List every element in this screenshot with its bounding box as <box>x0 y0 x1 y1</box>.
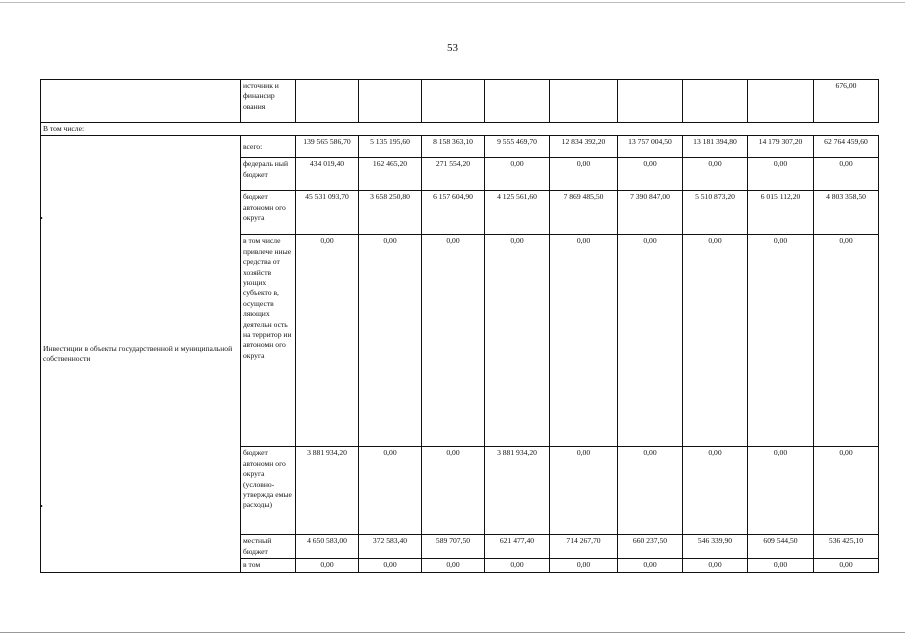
value-cell: 546 339,90 <box>683 535 748 559</box>
value-cell: 0,00 <box>814 447 879 535</box>
including-row <box>41 123 879 136</box>
value-cell: 0,00 <box>550 447 618 535</box>
value-cell: 0,00 <box>550 235 618 447</box>
margin-mark: • <box>40 502 43 511</box>
value-cell: 589 707,50 <box>422 535 485 559</box>
budget-table <box>40 79 879 573</box>
including-label: В том числе: <box>41 123 879 136</box>
continued-row <box>41 80 879 123</box>
value-cell: 13 181 394,80 <box>683 136 748 158</box>
value-cell: 4 650 583,00 <box>296 535 359 559</box>
value-cell: 714 267,70 <box>550 535 618 559</box>
row-label: в том <box>241 559 296 572</box>
page-number: 53 <box>447 42 458 54</box>
value-cell: 45 531 093,70 <box>296 191 359 235</box>
value-cell: 5 135 195,60 <box>359 136 422 158</box>
value-cell: 0,00 <box>748 158 814 191</box>
value-cell: 5 510 873,20 <box>683 191 748 235</box>
value-cell: 434 019,40 <box>296 158 359 191</box>
value-cell: 0,00 <box>359 235 422 447</box>
value-cell: 14 179 307,20 <box>748 136 814 158</box>
value-cell: 6 015 112,20 <box>748 191 814 235</box>
value-cell: 0,00 <box>422 447 485 535</box>
value-cell: 0,00 <box>683 235 748 447</box>
value-cell: 676,00 <box>814 80 879 123</box>
value-cell: 0,00 <box>485 158 550 191</box>
value-cell: 0,00 <box>618 447 683 535</box>
row-label: бюджет автономн ого округа <box>241 191 296 235</box>
value-cell: 0,00 <box>683 158 748 191</box>
value-cell: 13 757 004,50 <box>618 136 683 158</box>
value-cell: 139 565 586,70 <box>296 136 359 158</box>
value-cell: 3 658 250,80 <box>359 191 422 235</box>
value-cell: 0,00 <box>748 235 814 447</box>
value-cell: 0,00 <box>683 559 748 572</box>
value-cell: 4 803 358,50 <box>814 191 879 235</box>
value-cell: 0,00 <box>485 559 550 572</box>
margin-mark: • <box>40 214 43 223</box>
empty-cell <box>41 80 241 123</box>
value-cell: 3 881 934,20 <box>296 447 359 535</box>
value-cell: 162 465,20 <box>359 158 422 191</box>
value-cell: 372 583,40 <box>359 535 422 559</box>
value-cell: 271 554,20 <box>422 158 485 191</box>
value-cell: 660 237,50 <box>618 535 683 559</box>
value-cell: 0,00 <box>814 559 879 572</box>
value-cell: 0,00 <box>296 235 359 447</box>
value-cell: 6 157 604,90 <box>422 191 485 235</box>
value-cell: 0,00 <box>485 235 550 447</box>
value-cell: 0,00 <box>814 158 879 191</box>
value-cell: 0,00 <box>550 158 618 191</box>
value-cell: 0,00 <box>748 559 814 572</box>
value-cell: 0,00 <box>296 559 359 572</box>
value-cell: 4 125 561,60 <box>485 191 550 235</box>
value-cell: 3 881 934,20 <box>485 447 550 535</box>
value-cell: 0,00 <box>683 447 748 535</box>
value-cell: 62 764 459,60 <box>814 136 879 158</box>
row-label: всего: <box>241 136 296 158</box>
value-cell: 0,00 <box>422 559 485 572</box>
value-cell: 8 158 363,10 <box>422 136 485 158</box>
bottom-edge-line <box>0 632 905 633</box>
value-cell: 0,00 <box>814 235 879 447</box>
row-label: федераль ный бюджет <box>241 158 296 191</box>
value-cell: 0,00 <box>422 235 485 447</box>
row-label: бюджет автономн ого округа (условно- утвержда емые расходы) <box>241 447 296 535</box>
top-edge-line <box>0 2 905 3</box>
row-label: в том числе привлече нные средства от хозяйств ующих субъекто в, осуществ ляющих деятельн ость на территор ии автономн ого округа <box>241 235 296 447</box>
value-cell: 0,00 <box>748 447 814 535</box>
value-cell: 7 390 847,00 <box>618 191 683 235</box>
value-cell: 609 544,50 <box>748 535 814 559</box>
value-cell: 0,00 <box>618 235 683 447</box>
value-cell: 12 834 392,20 <box>550 136 618 158</box>
value-cell: 0,00 <box>359 447 422 535</box>
row-label: местный бюджет <box>241 535 296 559</box>
value-cell: 536 425,10 <box>814 535 879 559</box>
value-cell: 7 869 485,50 <box>550 191 618 235</box>
value-cell: 9 555 469,70 <box>485 136 550 158</box>
value-cell: 621 477,40 <box>485 535 550 559</box>
table-row <box>41 136 879 158</box>
value-cell: 0,00 <box>359 559 422 572</box>
value-cell: 0,00 <box>618 158 683 191</box>
value-cell: 0,00 <box>618 559 683 572</box>
section-title: Инвестиции в объекты государственной и муниципальной собственности <box>41 136 241 572</box>
value-cell: 0,00 <box>550 559 618 572</box>
row-label: источник и финансир ования <box>241 80 296 123</box>
